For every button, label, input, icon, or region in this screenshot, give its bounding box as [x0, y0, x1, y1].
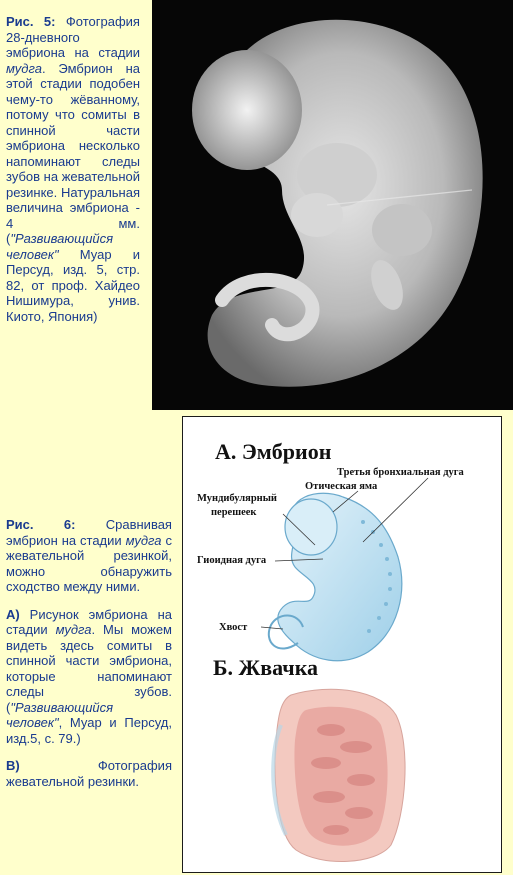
figure-6-part-a: [6, 607, 172, 747]
embryo-diagram-title: А. Эмбрион: [215, 439, 332, 464]
figure-5-label: Рис. 5:: [6, 14, 56, 29]
chewing-gum-photo: [261, 685, 421, 865]
figure-6-intro: [6, 517, 172, 595]
embryo-photo-image: [152, 0, 513, 410]
chewing-gum-image: [261, 685, 421, 865]
part-a-text-2: . Мы можем видеть здесь сомиты в спинной части эмбриона, которые напоминают следы зубов. (: [6, 622, 172, 715]
figure-6-text-2: с жевательной резинкой, можно обнаружить сходство между ними.: [6, 532, 172, 594]
figure-6-part-b: [6, 758, 172, 789]
figure-5-book-title: "Развивающийся человек": [6, 231, 114, 262]
figure-6-text-1: Сравнивая эмбрион на стадии: [6, 517, 172, 548]
figure-5-text-1: Фотография 28-дневного эмбриона на стадии: [6, 14, 140, 60]
label-mandibular-2: перешеек: [211, 507, 257, 518]
figure-5-text-3: Муар и Персуд, изд. 5, стр. 82, от проф. Хайдео Нишимура, унив. Киото, Япония): [6, 246, 140, 324]
part-a-book-title: "Развивающийся человек": [6, 699, 114, 730]
label-third-branchial-arch: Третья бронхиальная дуга: [337, 467, 464, 478]
part-a-label: А): [6, 606, 20, 622]
figure-6-label: Рис. 6:: [6, 517, 76, 532]
label-otic-pit: Отическая яма: [305, 481, 378, 492]
figure-6-caption: [6, 517, 172, 801]
part-a-italic: мудга: [55, 622, 92, 637]
part-a-text-3: , Муар и Персуд, изд.5, с. 79.): [6, 715, 172, 746]
figure-5-caption: [6, 14, 140, 324]
label-tail: Хвост: [219, 622, 248, 633]
figure-6-italic-1: мудга: [125, 532, 162, 548]
comparison-diagram-panel: [182, 416, 502, 873]
gum-diagram-title: Б. Жвачка: [213, 655, 319, 680]
figure-5-italic-1: мудга: [6, 60, 42, 76]
part-b-label: В): [6, 758, 20, 773]
label-hyoid-arch: Гиоидная дуга: [197, 555, 267, 566]
figure-5-text-2: . Эмбрион на этой стадии подобен чему-то жёванному, потому что сомиты в спинной части эмбриона несколько напоминают следы зубов на жевательной резинке. Натуральная величина эмбриона - 4 мм. (: [6, 60, 140, 246]
part-b-text: Фотография жевательной резинки.: [6, 758, 172, 789]
embryo-drawing: [183, 417, 501, 677]
label-mandibular-1: Мундибулярный: [197, 493, 277, 504]
embryo-photograph: [152, 0, 513, 410]
part-a-text-1: Рисунок эмбриона на стадии: [6, 606, 172, 637]
